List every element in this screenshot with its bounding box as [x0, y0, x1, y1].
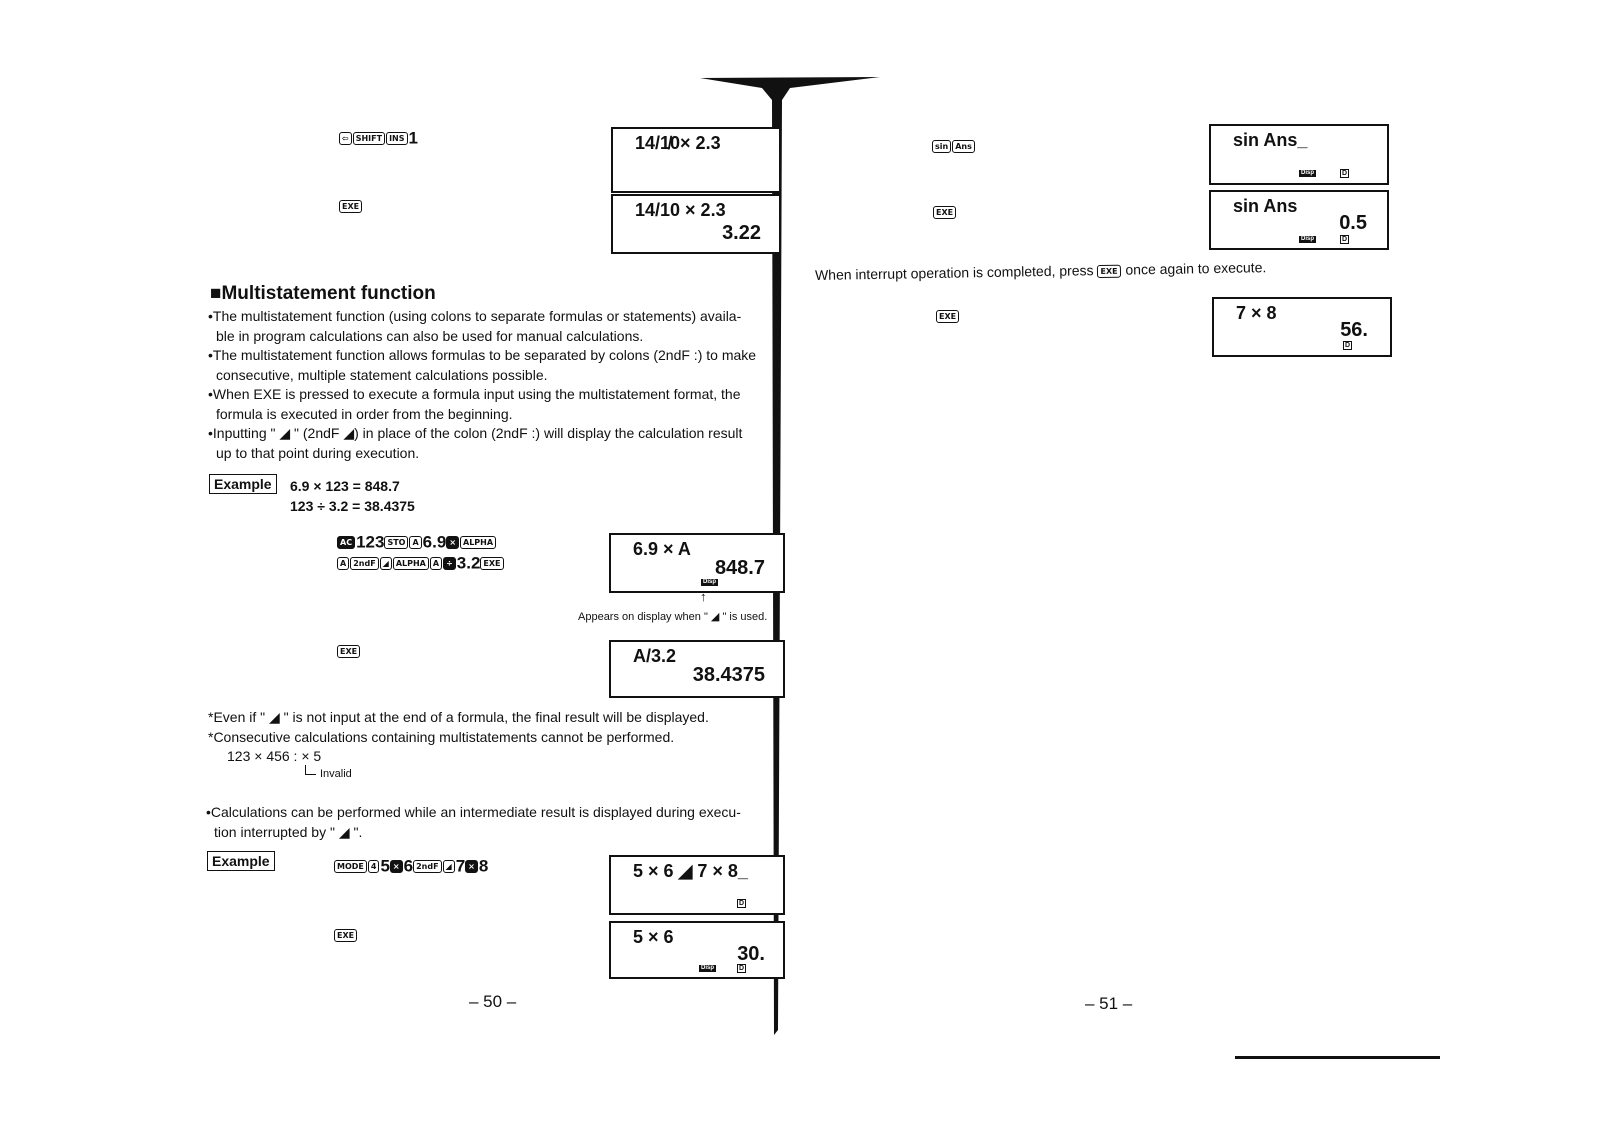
digit-text: 5 [380, 856, 390, 876]
note-line: *Consecutive calculations containing multistatements cannot be performed. [208, 728, 675, 745]
exe-key: EXE [334, 929, 357, 942]
lcd-display-2 [611, 194, 781, 254]
bullet-line: tion interrupted by " ◢ ". [214, 823, 363, 840]
example-equations [290, 476, 415, 516]
digit-text: 123 [356, 532, 385, 552]
lcd-display-9 [1212, 297, 1392, 357]
lcd-display-5 [609, 855, 785, 915]
digit-text: 6 [403, 856, 414, 876]
section-heading [210, 283, 436, 305]
lcd-line-1: sin Ans [1233, 196, 1298, 216]
exe-key: EXE [1097, 264, 1120, 277]
bullet-line: •The multistatement function allows formulas to be separated by colons (2ndF :) to make [208, 347, 757, 363]
key-sequence-line-2 [337, 553, 505, 574]
lcd-line-1: 7 × 8 [1236, 303, 1277, 323]
disp-indicator: Disp [703, 579, 717, 585]
d-indicator: D [739, 900, 745, 907]
disp-indicator: Disp [1301, 236, 1315, 242]
square-bullet-icon: ■ [210, 283, 222, 304]
key-sequence-exe-1 [339, 196, 363, 216]
digit-text: 1 [408, 128, 418, 148]
key-sequence-exe-3 [334, 925, 358, 945]
calculator-key: 4 [368, 860, 380, 873]
lcd-line-2: 38.4375 [692, 664, 765, 686]
page-number-right: – 51 – [1085, 994, 1133, 1013]
key-sequence-delete-ins [339, 128, 418, 149]
lcd-line-2: 3.22 [722, 222, 761, 244]
bullet-line: up to that point during execution. [216, 444, 420, 461]
calculator-key: AC [337, 536, 355, 549]
lcd-line-1: 14/1̸0× 2.3 [635, 133, 721, 153]
display-note: Appears on display when " ◢ " is used. [578, 611, 768, 623]
lcd-display-4 [609, 640, 785, 698]
lcd-line-1: A/3.2 [633, 646, 677, 666]
exe-key: EXE [933, 206, 956, 219]
d-indicator: D [1345, 342, 1351, 349]
exe-key: EXE [339, 200, 362, 213]
key-sequence-exe-5 [936, 306, 960, 326]
calculator-key: A [430, 557, 442, 570]
calculator-key: A [337, 557, 349, 570]
shift-key: SHIFT [353, 132, 385, 145]
invalid-expression: 123 × 456 : × 5 [227, 748, 322, 764]
bullet-line: formula is executed in order from the beginning. [216, 405, 513, 422]
bottom-rule [1235, 1056, 1440, 1059]
calculator-key: STO [384, 536, 408, 549]
digit-text: 8 [478, 856, 489, 876]
disp-indicator: Disp [701, 965, 715, 971]
bullet-line: •Inputting " ◢ " (2ndF ◢) in place of the colon (2ndF :) will display the calculation result [208, 425, 743, 441]
bullet-line: ble in program calculations can also be used for manual calculations. [216, 327, 644, 344]
calculator-key: × [446, 536, 459, 549]
calculator-key: EXE [480, 557, 503, 570]
key-sequence-line-1 [337, 532, 497, 553]
calculator-key: MODE [334, 860, 367, 873]
digit-text: 6.9 [422, 532, 447, 552]
ans-key: Ans [952, 140, 975, 153]
example-label: Example [207, 851, 275, 871]
digit-text: 7 [455, 856, 466, 876]
lcd-line-2: 0.5 [1339, 212, 1367, 234]
calculator-key: 2ndF [413, 860, 441, 873]
equation-2: 123 ÷ 3.2 = 38.4375 [290, 498, 415, 514]
lcd-display-7 [1209, 124, 1389, 185]
lcd-display-6 [609, 921, 785, 979]
sentence-start: When interrupt operation is completed, press [814, 262, 1094, 283]
calculator-key: A [409, 536, 421, 549]
lcd-display-3 [609, 533, 785, 593]
bullet-line: •Calculations can be performed while an intermediate result is displayed during execu- [206, 804, 741, 820]
lcd-line-1: 14/10 × 2.3 [635, 200, 726, 220]
disp-indicator: Disp [1301, 170, 1315, 176]
lcd-line-1: 5 × 6 ◢ 7 × 8_ [633, 861, 748, 881]
calculator-key: × [465, 860, 478, 873]
example-label: Example [209, 474, 277, 494]
equation-1: 6.9 × 123 = 848.7 [290, 478, 400, 494]
calculator-key: ÷ [443, 557, 456, 570]
note-line: *Even if " ◢ " is not input at the end of a formula, the final result will be displayed. [208, 709, 709, 725]
notes [208, 708, 788, 747]
lcd-line-1: sin Ans_ [1233, 130, 1308, 150]
bullet-line: •The multistatement function (using colons to separate formulas or statements) availa- [208, 308, 742, 324]
d-indicator: D [1342, 170, 1348, 177]
page-number-left: – 50 – [469, 992, 517, 1011]
heading-text: Multistatement function [221, 283, 436, 304]
invalid-bracket [305, 765, 316, 775]
calculator-key: 2ndF [350, 557, 378, 570]
calculator-key: ◢ [380, 557, 392, 570]
calculator-key: × [390, 860, 403, 873]
bullet-list [208, 307, 788, 463]
digit-text: 3.2 [456, 553, 481, 573]
lcd-line-1: 5 × 6 [633, 927, 674, 947]
calculator-key: ◢ [443, 860, 455, 873]
lcd-line-2: 30. [737, 943, 765, 965]
exe-key: EXE [337, 645, 360, 658]
up-arrow-icon: ↑ [700, 589, 707, 604]
bullet-line: consecutive, multiple statement calculations possible. [216, 366, 548, 383]
lcd-display-8 [1209, 190, 1389, 250]
key-sequence-exe-2 [337, 641, 361, 661]
lcd-line-1: 6.9 × A [633, 539, 691, 559]
d-indicator: D [739, 965, 745, 972]
key-sequence-example-2 [334, 856, 488, 877]
bullet-line: •When EXE is pressed to execute a formula input using the multistatement format, the [208, 386, 741, 402]
calculator-key: ALPHA [393, 557, 429, 570]
key-sequence-exe-4 [933, 202, 957, 222]
ins-key: INS [386, 132, 407, 145]
exe-key: EXE [936, 310, 959, 323]
bullet-5 [206, 803, 786, 842]
calculator-key: ALPHA [460, 536, 496, 549]
sentence-end: once again to execute. [1125, 259, 1267, 278]
lcd-display-1 [611, 127, 781, 193]
delete-key: ⇦ [339, 132, 352, 145]
invalid-label: Invalid [320, 768, 352, 780]
key-sequence-sin-ans [932, 136, 976, 156]
d-indicator: D [1342, 236, 1348, 243]
lcd-line-2: 848.7 [714, 557, 765, 579]
lcd-line-2: 56. [1340, 319, 1368, 341]
sin-key: sin [932, 140, 951, 153]
